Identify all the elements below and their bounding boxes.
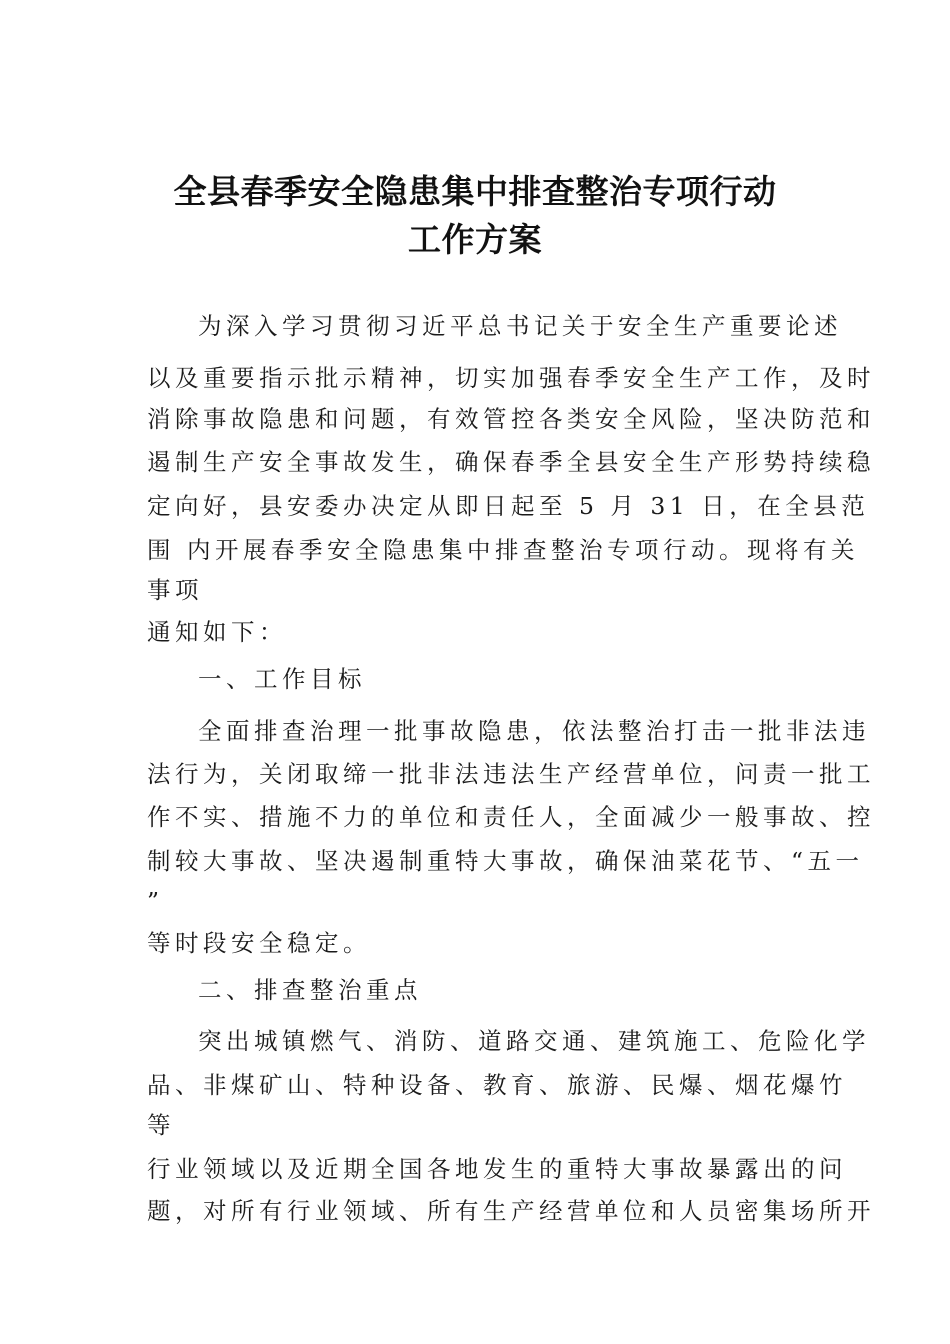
body-line: 定向好，县安委办决定从即日起至 5 月 31 日，在全县范	[147, 492, 870, 520]
body-line: 事项	[147, 576, 203, 604]
body-line: 行业领域以及近期全国各地发生的重特大事故暴露出的问	[147, 1155, 847, 1183]
body-line: 等	[147, 1111, 175, 1139]
body-line: 遏制生产安全事故发生，确保春季全县安全生产形势持续稳	[147, 448, 875, 476]
body-line: 为深入学习贯彻习近平总书记关于安全生产重要论述	[198, 312, 842, 340]
body-line: 制较大事故、坚决遏制重特大事故，确保油菜花节、“五一	[147, 847, 864, 875]
body-line: 突出城镇燃气、消防、道路交通、建筑施工、危险化学	[198, 1027, 870, 1055]
document-title-line-1: 全县春季安全隐患集中排查整治专项行动	[173, 172, 777, 211]
body-line: 品、非煤矿山、特种设备、教育、旅游、民爆、烟花爆竹	[147, 1071, 847, 1099]
body-line: 围 内开展春季安全隐患集中排查整治专项行动。现将有关	[147, 536, 859, 564]
document-title-line-2: 工作方案	[408, 220, 542, 259]
body-line: 消除事故隐患和问题，有效管控各类安全风险，坚决防范和	[147, 405, 875, 433]
section-heading: 二、排查整治重点	[198, 976, 422, 1004]
body-line: 作不实、措施不力的单位和责任人，全面减少一般事故、控	[147, 803, 875, 831]
body-line: 法行为，关闭取缔一批非法违法生产经营单位，问责一批工	[147, 760, 875, 788]
section-heading: 一、工作目标	[198, 665, 366, 693]
body-line: 以及重要指示批示精神，切实加强春季安全生产工作，及时	[147, 364, 875, 392]
body-line: 题，对所有行业领域、所有生产经营单位和人员密集场所开	[147, 1197, 875, 1225]
body-line: 通知如下：	[147, 618, 287, 646]
body-line: ”	[147, 887, 164, 915]
body-line: 等时段安全稳定。	[147, 929, 371, 957]
body-line: 全面排查治理一批事故隐患，依法整治打击一批非法违	[198, 717, 870, 745]
